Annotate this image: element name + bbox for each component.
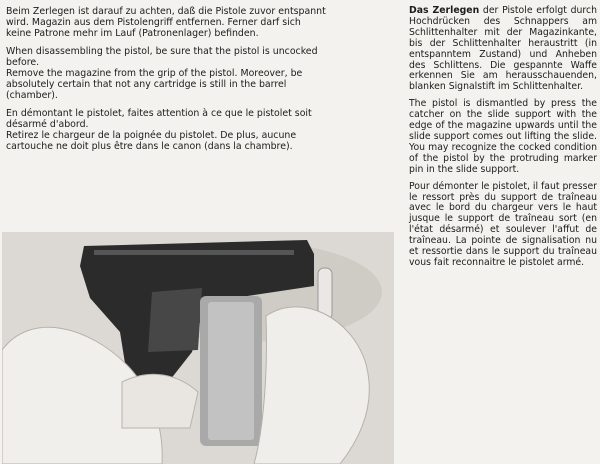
english-paragraph-1: When disassembling the pistol, be sure that the pistol is uncocked before. xyxy=(6,45,318,68)
pistol-disassembly-photo xyxy=(2,232,394,464)
french-paragraph-group xyxy=(6,108,326,153)
german-heading: Das Zerlegen xyxy=(409,5,480,16)
french-instructions: Pour démonter le pistolet, il faut presser le ressort près du support de traîneau avec le bord du chargeur vers le haut jusque le support de traîneau sort (en l'état désarmé) et soulever l'affut de traîneau. La pointe de signalisation nu et ressortie dans le support du traîneau vous fait reconnaitre le pistolet armé. xyxy=(409,180,597,268)
english-instructions: The pistol is dismantled by press the catcher on the slide support with the edge of the magazine upwards until the slide support comes out lifting the slide. You may recognize the cocked condition of the pistol by the protruding marker pin in the slide support. xyxy=(409,98,597,175)
english-paragraph-2: Remove the magazine from the grip of the pistol. Moreover, be absolutely certain that not any cartridge is still in the barrel (chamber). xyxy=(6,68,303,102)
german-paragraph-1: Beim Zerlegen ist darauf zu achten, daß die Pistole zuvor entspannt wird. Magazin aus dem Pistolengriff entfernen. Ferner darf sich keine Patrone mehr im Lauf (Patronenlager) befinden. xyxy=(6,6,326,40)
english-paragraph-group xyxy=(6,46,326,102)
french-paragraph-1: En démontant le pistolet, faites attention à ce que le pistolet soit désarmé d'abord. xyxy=(6,107,312,130)
pistol-photo-illustration xyxy=(2,232,394,464)
german-instructions-text: der Pistole erfolgt durch Hochdrücken des Schnappers am Schlittenhalter mit der Magazinkante, bis der Schlittenhalter heraustritt (in entspanntem Zustand) und Anheben des Schlittens. Die gespannte Waffe erkennen Sie am herausschauenden, blanken Signalstift im Schlittenhalter. xyxy=(409,5,597,93)
french-paragraph-2: Retirez le chargeur de la poignée du pistolet. De plus, aucune cartouche ne doit plus être dans le canon (dans la chambre). xyxy=(6,130,297,153)
left-text-column xyxy=(6,6,326,158)
german-instructions xyxy=(409,6,597,93)
right-text-column xyxy=(409,6,597,275)
